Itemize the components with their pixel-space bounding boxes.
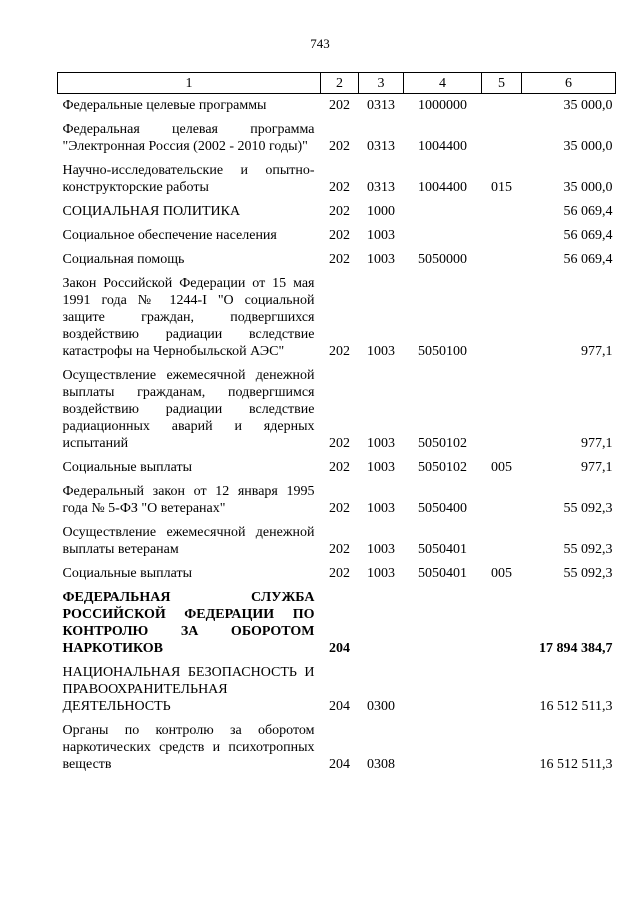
row-expense-type: 015 <box>491 180 512 195</box>
row-expense-type <box>482 521 522 562</box>
table-row <box>58 456 616 480</box>
row-name: Научно-исследовательские и опытно-конструкторские работы <box>62 163 315 195</box>
row-amount: 55 092,3 <box>563 566 613 581</box>
row-section-code: 0300 <box>367 699 395 714</box>
row-target-code: 5050401 <box>418 542 467 557</box>
row-target-code <box>404 719 482 777</box>
row-name: Социальное обеспечение населения <box>62 228 277 243</box>
header-col-4: 4 <box>404 73 482 94</box>
row-amount: 35 000,0 <box>563 98 613 113</box>
row-target-code <box>404 224 482 248</box>
budget-table <box>57 72 616 777</box>
row-section-code <box>359 586 404 661</box>
row-expense-type: 005 <box>491 460 512 475</box>
header-col-6: 6 <box>522 73 616 94</box>
row-ministry-code: 204 <box>329 757 350 772</box>
header-col-1: 1 <box>58 73 321 94</box>
row-ministry-code: 204 <box>329 699 350 714</box>
row-expense-type <box>482 248 522 272</box>
table-row <box>58 521 616 562</box>
row-section-code: 0308 <box>367 757 395 772</box>
row-section-code: 0313 <box>367 98 395 113</box>
table-row <box>58 118 616 159</box>
header-row <box>58 73 616 94</box>
row-amount: 17 894 384,7 <box>539 641 613 656</box>
row-target-code: 5050102 <box>418 436 467 451</box>
row-target-code: 5050000 <box>418 252 467 267</box>
row-section-code: 1003 <box>367 344 395 359</box>
row-name: Социальная помощь <box>62 252 185 267</box>
row-ministry-code: 202 <box>329 460 350 475</box>
table-row <box>58 224 616 248</box>
row-expense-type: 005 <box>491 566 512 581</box>
row-ministry-code: 202 <box>329 139 350 154</box>
header-col-3: 3 <box>359 73 404 94</box>
row-expense-type <box>482 719 522 777</box>
table-row <box>58 94 616 119</box>
row-target-code: 1000000 <box>418 98 467 113</box>
row-target-code: 1004400 <box>418 180 467 195</box>
row-target-code <box>404 200 482 224</box>
row-expense-type <box>482 661 522 719</box>
row-amount: 977,1 <box>581 344 613 359</box>
table-row <box>58 200 616 224</box>
row-target-code <box>404 661 482 719</box>
row-amount: 56 069,4 <box>563 252 613 267</box>
table-row <box>58 364 616 456</box>
row-amount: 55 092,3 <box>563 501 613 516</box>
row-amount: 16 512 511,3 <box>539 757 613 772</box>
table-row <box>58 248 616 272</box>
table-body <box>58 94 616 778</box>
row-name: ФЕДЕРАЛЬНАЯ СЛУЖБА РОССИЙСКОЙ ФЕДЕРАЦИИ ПО КОНТРОЛЮ ЗА ОБОРОТОМ НАРКОТИКОВ <box>62 590 315 656</box>
row-name: Осуществление ежемесячной денежной выплаты гражданам, подвергшимся воздействию радиации вследствие радиационных аварий и ядерных испытаний <box>62 368 315 451</box>
row-ministry-code: 202 <box>329 436 350 451</box>
row-amount: 56 069,4 <box>563 228 613 243</box>
row-section-code: 1003 <box>367 542 395 557</box>
row-amount: 977,1 <box>581 436 613 451</box>
row-ministry-code: 202 <box>329 228 350 243</box>
table-row <box>58 159 616 200</box>
row-amount: 977,1 <box>581 460 613 475</box>
row-name: Осуществление ежемесячной денежной выплаты ветеранам <box>62 525 315 557</box>
row-ministry-code: 202 <box>329 542 350 557</box>
page-number: 743 <box>310 36 330 51</box>
row-section-code: 1003 <box>367 252 395 267</box>
header-col-2: 2 <box>321 73 359 94</box>
row-section-code: 1000 <box>367 204 395 219</box>
row-name: Социальные выплаты <box>62 566 193 581</box>
row-target-code: 5050102 <box>418 460 467 475</box>
row-section-code: 1003 <box>367 436 395 451</box>
row-target-code: 5050400 <box>418 501 467 516</box>
row-amount: 56 069,4 <box>563 204 613 219</box>
row-expense-type <box>482 272 522 364</box>
row-target-code <box>404 586 482 661</box>
row-expense-type <box>482 224 522 248</box>
row-ministry-code: 202 <box>329 501 350 516</box>
table-row <box>58 661 616 719</box>
row-section-code: 0313 <box>367 180 395 195</box>
row-expense-type <box>482 118 522 159</box>
row-target-code: 1004400 <box>418 139 467 154</box>
row-section-code: 1003 <box>367 566 395 581</box>
row-section-code: 0313 <box>367 139 395 154</box>
table-row <box>58 562 616 586</box>
row-name: Федеральная целевая программа "Электронная Россия (2002 - 2010 годы)" <box>62 122 315 154</box>
row-ministry-code: 202 <box>329 566 350 581</box>
row-name: Федеральный закон от 12 января 1995 года № 5-ФЗ "О ветеранах" <box>62 484 315 516</box>
row-amount: 55 092,3 <box>563 542 613 557</box>
row-name: СОЦИАЛЬНАЯ ПОЛИТИКА <box>62 204 241 219</box>
row-amount: 35 000,0 <box>563 139 613 154</box>
table-header <box>58 73 616 94</box>
table-row <box>58 480 616 521</box>
row-name: НАЦИОНАЛЬНАЯ БЕЗОПАСНОСТЬ И ПРАВООХРАНИТЕЛЬНАЯ ДЕЯТЕЛЬНОСТЬ <box>62 665 315 714</box>
table-row <box>58 586 616 661</box>
table-row <box>58 272 616 364</box>
row-section-code: 1003 <box>367 501 395 516</box>
row-section-code: 1003 <box>367 228 395 243</box>
row-expense-type <box>482 94 522 119</box>
row-section-code: 1003 <box>367 460 395 475</box>
row-target-code: 5050401 <box>418 566 467 581</box>
row-target-code: 5050100 <box>418 344 467 359</box>
row-name: Федеральные целевые программы <box>62 98 267 113</box>
row-ministry-code: 202 <box>329 98 350 113</box>
header-col-5: 5 <box>482 73 522 94</box>
row-ministry-code: 204 <box>329 641 350 656</box>
row-expense-type <box>482 480 522 521</box>
row-ministry-code: 202 <box>329 252 350 267</box>
row-name: Социальные выплаты <box>62 460 193 475</box>
row-expense-type <box>482 364 522 456</box>
row-expense-type <box>482 200 522 224</box>
row-amount: 35 000,0 <box>563 180 613 195</box>
row-ministry-code: 202 <box>329 180 350 195</box>
row-name: Закон Российской Федерации от 15 мая 1991 года № 1244-I "О социальной защите граждан, подвергшихся воздействию радиации вследствие катастрофы на Чернобыльской АЭС" <box>62 276 315 359</box>
row-ministry-code: 202 <box>329 344 350 359</box>
row-amount: 16 512 511,3 <box>539 699 613 714</box>
row-ministry-code: 202 <box>329 204 350 219</box>
table-row <box>58 719 616 777</box>
row-name: Органы по контролю за оборотом наркотических средств и психотропных веществ <box>62 723 315 772</box>
row-expense-type <box>482 586 522 661</box>
